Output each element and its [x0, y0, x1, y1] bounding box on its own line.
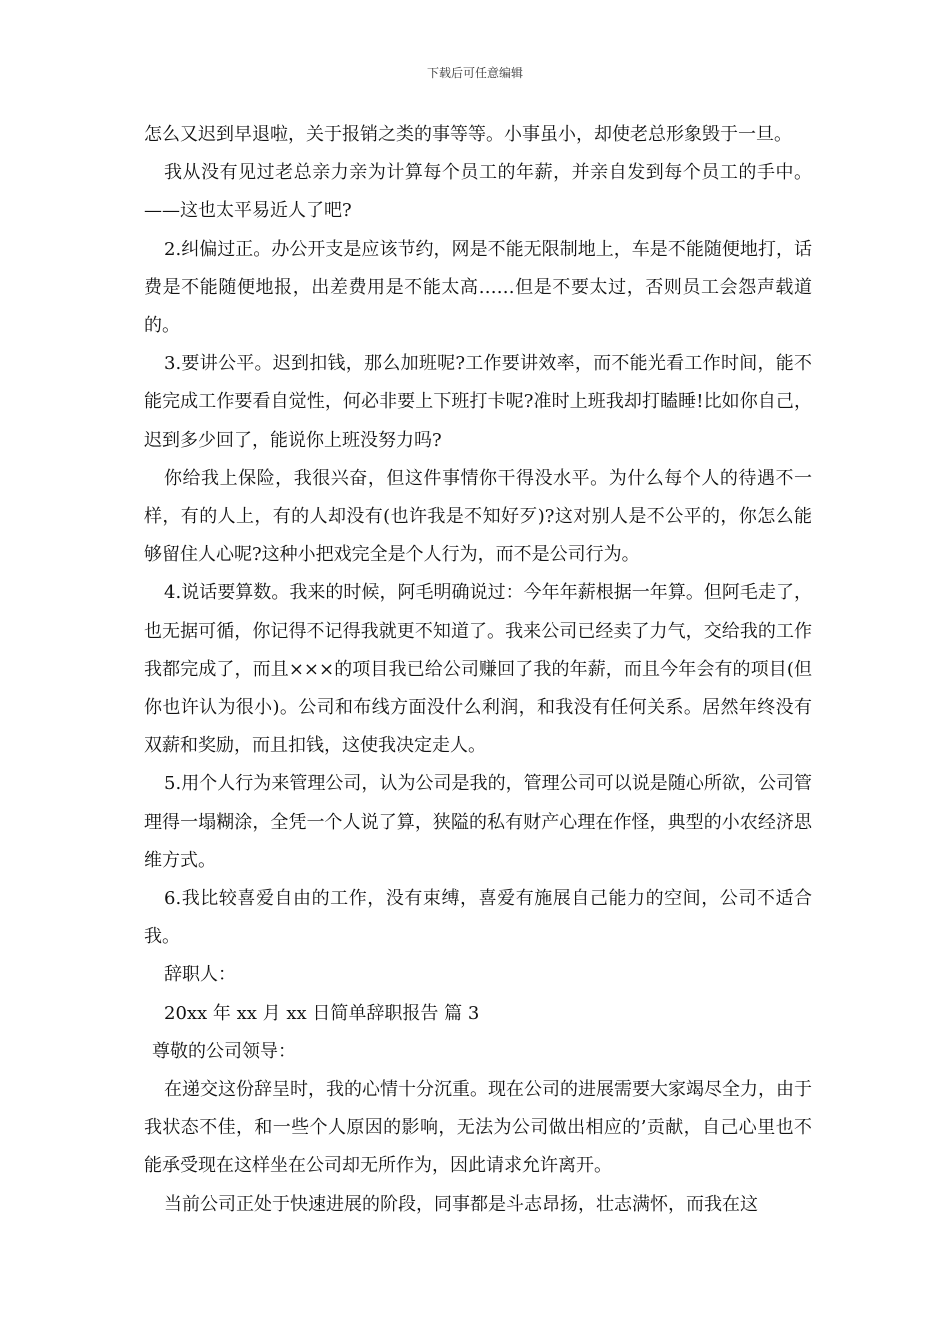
list-item-3: 3.要讲公平。迟到扣钱，那么加班呢?工作要讲效率，而不能光看工作时间，能不能完成工作要看自觉性，何必非要上下班打卡呢?准时上班我却打瞌睡!比如你自己，迟到多少回了，能说你上班没努力吗?	[144, 353, 812, 451]
list-item-6: 6.我比较喜爱自由的工作，没有束缚，喜爱有施展自己能力的空间，公司不适合我。	[144, 888, 812, 948]
paragraph: 你给我上保险，我很兴奋，但这件事情你干得没水平。为什么每个人的待遇不一样，有的人上，有的人却没有(也许我是不知好歹)?这对别人是不公平的，你怎么能够留住人心呢?这种小把戏完全是个人行为，而不是公司行为。	[144, 467, 812, 566]
list-item-5: 5.用个人行为来管理公司，认为公司是我的，管理公司可以说是随心所欲，公司管理得一塌糊涂，全凭一个人说了算，狭隘的私有财产心理在作怪，典型的小农经济思维方式。	[144, 773, 812, 871]
signature-label: 辞职人：	[164, 964, 236, 986]
section-title: 20xx 年 xx 月 xx 日简单辞职报告 篇 3	[164, 1002, 480, 1024]
salutation: 尊敬的公司领导：	[152, 1040, 296, 1062]
paragraph: 在递交这份辞呈时，我的心情十分沉重。现在公司的进展需要大家竭尽全力，由于我状态不佳，和一些个人原因的影响，无法为公司做出相应的’贡献，自己心里也不能承受现在这样坐在公司却无所作为，因此请求允许离开。	[144, 1079, 812, 1177]
page-header: 下载后可任意编辑	[426, 66, 523, 80]
paragraph: 当前公司正处于快速进展的阶段，同事都是斗志昂扬，壮志满怀，而我在这	[164, 1193, 758, 1215]
paragraph: 怎么又迟到早退啦，关于报销之类的事等等。小事虽小，却使老总形象毁于一旦。	[144, 124, 792, 145]
paragraph: 我从没有见过老总亲力亲为计算每个员工的年薪，并亲自发到每个员工的手中。——这也太平易近人了吧?	[144, 162, 812, 222]
list-item-4: 4.说话要算数。我来的时候，阿毛明确说过：今年年薪根据一年算。但阿毛走了，也无据可循，你记得不记得我就更不知道了。我来公司已经卖了力气，交给我的工作我都完成了，而且×××的项目我已给公司赚回了我的年薪，而且今年会有的项目(但你也许认为很小)。公司和布线方面没什么利润，和我没有任何关系。居然年终没有双薪和奖励，而且扣钱，这使我决定走人。	[144, 582, 812, 757]
document-body	[144, 116, 812, 1224]
list-item-2: 2.纠偏过正。办公开支是应该节约，网是不能无限制地上，车是不能随便地打，话费是不能随便地报，出差费用是不能太高……但是不要太过，否则员工会怨声载道的。	[144, 238, 812, 337]
